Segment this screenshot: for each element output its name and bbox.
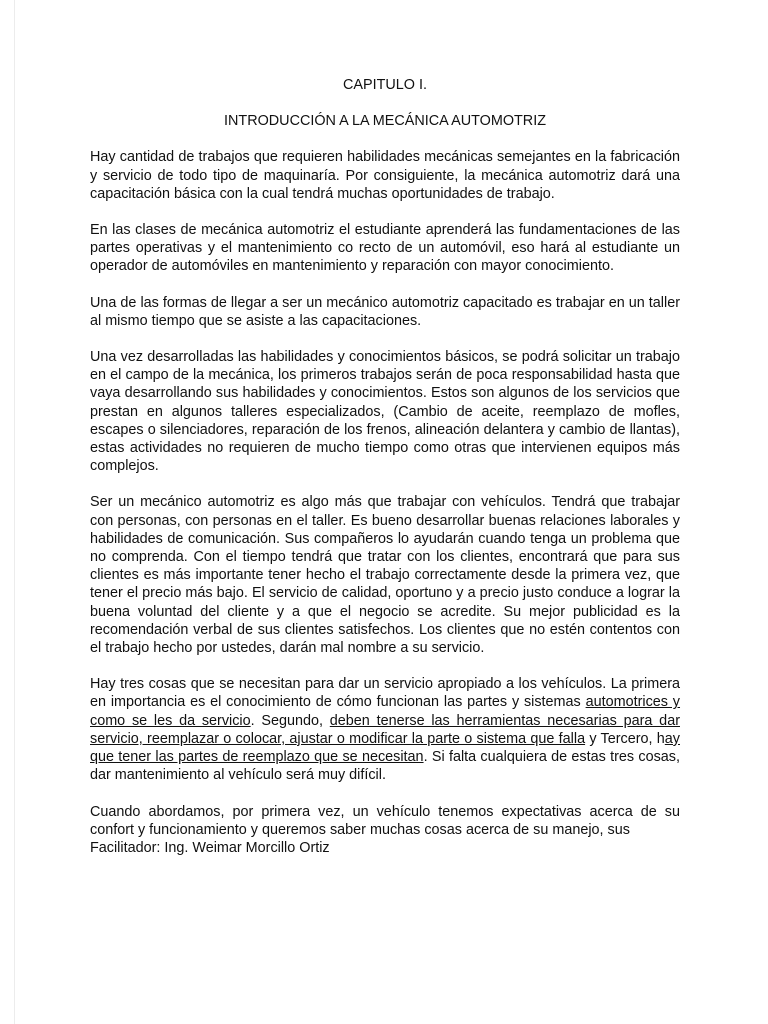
page-footer: Facilitador: Ing. Weimar Morcillo Ortiz	[90, 839, 330, 856]
paragraph-6-part-1: Hay tres cosas que se necesitan para dar un servicio apropiado a los vehículos. La primera en importancia es el conocimiento de cómo funcionan las partes y sistemas	[90, 676, 680, 711]
paragraph-6-part-2: . Segundo,	[250, 712, 330, 729]
page-edge-line	[14, 0, 15, 1024]
paragraph-6-part-3: y Tercero, h	[585, 730, 665, 747]
document-body	[90, 76, 680, 857]
paragraph-6	[90, 675, 680, 784]
paragraph-4: Una vez desarrolladas las habilidades y conocimientos básicos, se podrá solicitar un trabajo en el campo de la mecánica, los primeros trabajos serán de poca responsabilidad hasta que vaya desarrollando sus habilidades y conocimientos. Estos son algunos de los servicios que prestan en algunos talleres especializados, (Cambio de aceite, reemplazo de mofles, escapes o silenciadores, reparación de los frenos, alineación delantera y cambio de llantas), estas actividades no requieren de mucho tiempo como otras que intervienen equipos más complejos.	[90, 349, 680, 475]
chapter-heading: CAPITULO I.	[343, 77, 427, 93]
paragraph-5: Ser un mecánico automotriz es algo más que trabajar con vehículos. Tendrá que trabajar con personas, con personas en el taller. Es bueno desarrollar buenas relaciones laborales y habilidades de comunicación. Sus compañeros lo ayudarán cuando tenga un problema que no comprenda. Con el tiempo tendrá que tratar con los clientes, encontrará que para sus clientes es más importante tener hecho el trabajo correctamente desde la primera vez, que tener el precio más bajo. El servicio de calidad, oportuno y a precio justo conduce a lograr la buena voluntad del cliente y a que el negocio se acredite. Su mejor publicidad es la recomendación verbal de sus clientes satisfechos. Los clientes que no estén contentos con el trabajo hecho por ustedes, darán mal nombre a su servicio.	[90, 494, 680, 657]
paragraph-6-underlined-3: ay que tener las partes de reemplazo que se necesitan	[90, 730, 680, 766]
paragraph-6-underlined-1: automotrices y como se les da servicio	[90, 694, 681, 729]
chapter-title: INTRODUCCIÓN A LA MECÁNICA AUTOMOTRIZ	[224, 113, 546, 130]
paragraph-6-part-4: . Si falta cualquiera de estas tres cosas, dar mantenimiento al vehículo será muy difícil.	[90, 749, 680, 784]
paragraph-7: Cuando abordamos, por primera vez, un vehículo tenemos expectativas acerca de su confort y funcionamiento y queremos saber muchas cosas acerca de su manejo, sus	[90, 803, 680, 838]
paragraph-2: En las clases de mecánica automotriz el estudiante aprenderá las fundamentaciones de las partes operativas y el mantenimiento co recto de un automóvil, eso hará al estudiante un operador de automóviles en mantenimiento y reparación con mayor conocimiento.	[90, 222, 680, 275]
paragraph-3: Una de las formas de llegar a ser un mecánico automotriz capacitado es trabajar en un taller al mismo tiempo que se asiste a las capacitaciones.	[90, 294, 680, 329]
paragraph-1: Hay cantidad de trabajos que requieren habilidades mecánicas semejantes en la fabricación y servicio de todo tipo de maquinaría. Por consiguiente, la mecánica automotriz dará una capacitación básica con la cual tendrá muchas oportunidades de trabajo.	[90, 149, 680, 202]
paragraph-6-underlined-2: deben tenerse las herramientas necesarias para dar servicio, reemplazar o colocar, ajustar o modificar la parte o sistema que falla	[90, 712, 680, 747]
